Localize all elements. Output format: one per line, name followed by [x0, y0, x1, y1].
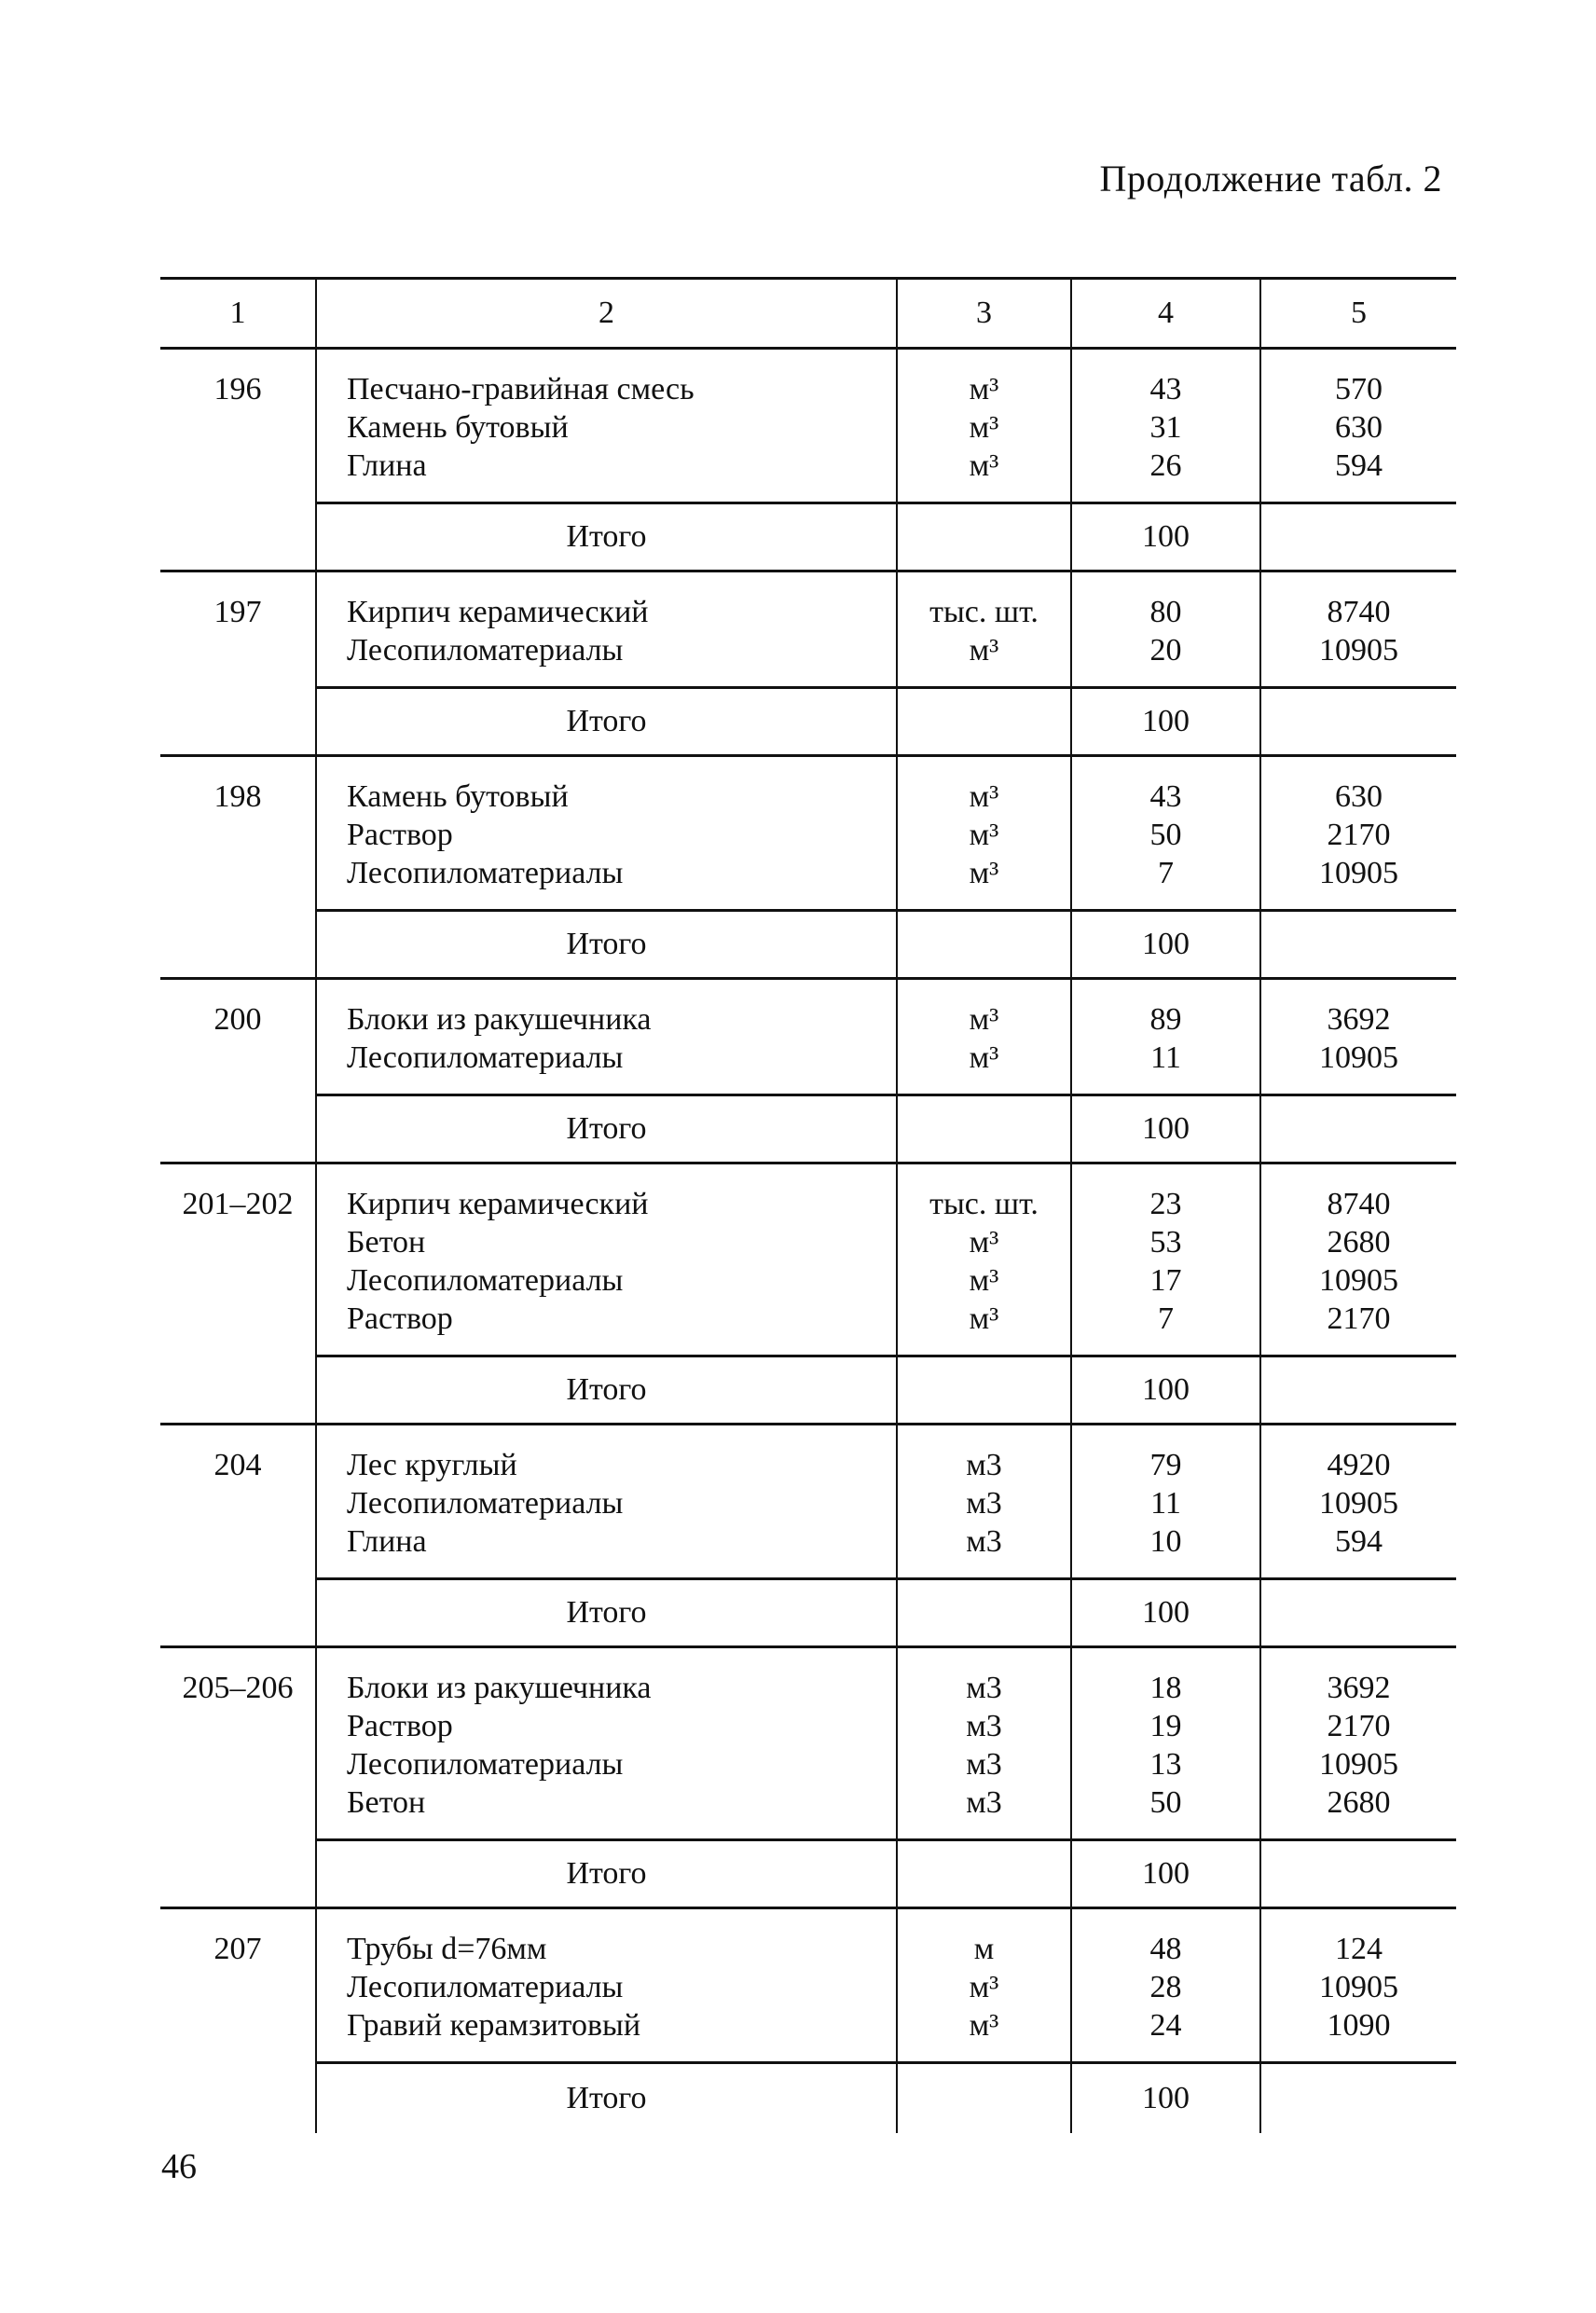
- item-unit: м3: [966, 1785, 1002, 1820]
- total-price-empty: [1260, 911, 1456, 979]
- total-row: [160, 1356, 1456, 1425]
- item-price-column: [1260, 1163, 1456, 1356]
- total-percent: 100: [1071, 1356, 1260, 1425]
- total-row: [160, 1840, 1456, 1908]
- item-unit: м3: [966, 1448, 1002, 1482]
- item-name: Камень бутовый: [347, 410, 569, 445]
- item-unit-column: [897, 1425, 1071, 1579]
- item-price: 8740: [1327, 1187, 1391, 1221]
- item-unit: м³: [969, 1225, 999, 1260]
- item-percent: 79: [1149, 1448, 1182, 1482]
- item-name: Лесопиломатериалы: [347, 1263, 624, 1298]
- column-header: 4: [1071, 279, 1260, 349]
- total-label: Итого: [316, 688, 897, 756]
- item-price-column: [1260, 1908, 1456, 2063]
- item-name-column: [316, 979, 897, 1095]
- item-name-column: [316, 571, 897, 688]
- item-price: 1090: [1327, 2008, 1391, 2043]
- item-price: 630: [1335, 779, 1383, 814]
- item-name: Раствор: [347, 1301, 453, 1336]
- total-price-empty: [1260, 2063, 1456, 2134]
- total-unit-empty: [897, 2063, 1071, 2134]
- total-label: Итого: [316, 1356, 897, 1425]
- group-items-row: [160, 1163, 1456, 1356]
- item-unit: м³: [969, 410, 999, 445]
- header-row: [160, 279, 1456, 349]
- item-name: Раствор: [347, 1709, 453, 1743]
- item-name: Трубы d=76мм: [347, 1932, 547, 1966]
- item-name: Камень бутовый: [347, 779, 569, 814]
- group-number: 204: [160, 1425, 316, 1647]
- item-price-column: [1260, 1425, 1456, 1579]
- item-price-column: [1260, 1647, 1456, 1840]
- item-unit: м³: [969, 1002, 999, 1037]
- total-label: Итого: [316, 2063, 897, 2134]
- item-unit-column: [897, 1163, 1071, 1356]
- total-price-empty: [1260, 503, 1456, 571]
- item-unit: м: [973, 1932, 995, 1966]
- item-unit: м3: [966, 1747, 1002, 1782]
- item-name: Лесопиломатериалы: [347, 633, 624, 668]
- item-name: Бетон: [347, 1785, 426, 1820]
- item-unit: тыс. шт.: [929, 595, 1039, 629]
- group-number: 201–202: [160, 1163, 316, 1425]
- item-percent: 10: [1149, 1524, 1182, 1559]
- item-name-column: [316, 1425, 897, 1579]
- item-name: Раствор: [347, 818, 453, 852]
- item-percent: 53: [1149, 1225, 1182, 1260]
- item-percent: 43: [1149, 779, 1182, 814]
- group-number: 200: [160, 979, 316, 1163]
- item-unit: м³: [969, 1301, 999, 1336]
- group-items-row: [160, 1647, 1456, 1840]
- item-percent: 28: [1149, 1970, 1182, 2004]
- item-unit: м3: [966, 1486, 1002, 1521]
- total-row: [160, 503, 1456, 571]
- item-name: Лесопиломатериалы: [347, 1040, 624, 1075]
- item-name-column: [316, 756, 897, 911]
- total-unit-empty: [897, 1356, 1071, 1425]
- item-price: 2170: [1327, 1709, 1391, 1743]
- group-number: 207: [213, 1932, 262, 1966]
- total-percent: 100: [1071, 2063, 1260, 2134]
- total-price-empty: [1260, 1579, 1456, 1647]
- group-items-row: [160, 571, 1456, 688]
- item-price: 10905: [1319, 1747, 1398, 1782]
- total-price-empty: [1260, 1840, 1456, 1908]
- item-price: 594: [1335, 448, 1383, 483]
- item-unit: м³: [969, 633, 999, 668]
- item-price: 594: [1335, 1524, 1383, 1559]
- item-name: Песчано-гравийная смесь: [347, 372, 695, 406]
- item-name: Лесопиломатериалы: [347, 856, 624, 890]
- total-label: Итого: [316, 1840, 897, 1908]
- group-items-row: [160, 979, 1456, 1095]
- item-name: Лесопиломатериалы: [347, 1747, 624, 1782]
- item-percent: 17: [1149, 1263, 1182, 1298]
- total-percent: 100: [1071, 1579, 1260, 1647]
- total-label: Итого: [316, 1579, 897, 1647]
- item-percent-column: [1071, 571, 1260, 688]
- item-percent: 11: [1150, 1486, 1181, 1521]
- item-price: 3692: [1327, 1671, 1391, 1705]
- total-price-empty: [1260, 1095, 1456, 1163]
- item-price: 2680: [1327, 1225, 1391, 1260]
- item-percent-column: [1071, 1163, 1260, 1356]
- item-price: 3692: [1327, 1002, 1391, 1037]
- item-unit-column: [897, 349, 1071, 503]
- item-price: 2170: [1327, 1301, 1391, 1336]
- item-price: 10905: [1319, 1486, 1398, 1521]
- item-unit: м³: [969, 1263, 999, 1298]
- total-percent: 100: [1071, 688, 1260, 756]
- total-unit-empty: [897, 1579, 1071, 1647]
- item-unit: м³: [969, 779, 999, 814]
- item-name: Лес круглый: [347, 1448, 517, 1482]
- total-percent: 100: [1071, 1095, 1260, 1163]
- item-unit-column: [897, 1647, 1071, 1840]
- total-percent: 100: [1071, 1840, 1260, 1908]
- item-unit: м³: [969, 856, 999, 890]
- item-unit: м³: [969, 2008, 999, 2043]
- item-name: Глина: [347, 1524, 427, 1559]
- total-row: [160, 911, 1456, 979]
- item-name: Глина: [347, 448, 427, 483]
- item-price: 124: [1335, 1932, 1383, 1966]
- item-percent: 50: [1149, 818, 1182, 852]
- item-unit: м³: [969, 1040, 999, 1075]
- total-unit-empty: [897, 503, 1071, 571]
- item-percent-column: [1071, 756, 1260, 911]
- item-name-column: [316, 349, 897, 503]
- item-percent: 48: [1149, 1932, 1182, 1966]
- item-percent: 89: [1149, 1002, 1182, 1037]
- item-unit: м³: [969, 818, 999, 852]
- item-name: Гравий керамзитовый: [347, 2008, 641, 2043]
- item-percent: 7: [1158, 1301, 1174, 1336]
- item-percent-column: [1071, 979, 1260, 1095]
- item-name: Блоки из ракушечника: [347, 1671, 652, 1705]
- total-row: [160, 2063, 1456, 2134]
- item-percent: 11: [1150, 1040, 1181, 1075]
- item-percent: 23: [1149, 1187, 1182, 1221]
- column-header: 1: [160, 279, 316, 349]
- item-unit: м³: [969, 1970, 999, 2004]
- total-percent: 100: [1071, 503, 1260, 571]
- item-percent: 31: [1149, 410, 1182, 445]
- table-body: [160, 349, 1456, 2134]
- item-price-column: [1260, 756, 1456, 911]
- group-number: 205–206: [160, 1647, 316, 1908]
- item-name: Кирпич керамический: [347, 1187, 649, 1221]
- item-percent-column: [1071, 1647, 1260, 1840]
- materials-table: [160, 277, 1456, 2133]
- item-name-column: [316, 1908, 897, 2063]
- item-price: 10905: [1319, 1040, 1398, 1075]
- item-price: 10905: [1319, 1970, 1398, 2004]
- item-percent-column: [1071, 349, 1260, 503]
- total-label: Итого: [316, 1095, 897, 1163]
- page-number: 46: [161, 2147, 197, 2186]
- item-price: 630: [1335, 410, 1383, 445]
- total-unit-empty: [897, 1840, 1071, 1908]
- item-name-column: [316, 1163, 897, 1356]
- item-percent-column: [1071, 1425, 1260, 1579]
- column-header: 2: [316, 279, 897, 349]
- item-unit: м³: [969, 372, 999, 406]
- item-percent: 19: [1149, 1709, 1182, 1743]
- item-price: 10905: [1319, 1263, 1398, 1298]
- total-unit-empty: [897, 911, 1071, 979]
- item-price: 8740: [1327, 595, 1391, 629]
- item-name: Лесопиломатериалы: [347, 1486, 624, 1521]
- item-name: Лесопиломатериалы: [347, 1970, 624, 2004]
- column-header: 5: [1260, 279, 1456, 349]
- total-unit-empty: [897, 1095, 1071, 1163]
- item-unit-column: [897, 571, 1071, 688]
- total-price-empty: [1260, 688, 1456, 756]
- total-row: [160, 688, 1456, 756]
- item-unit: м³: [969, 448, 999, 483]
- total-label: Итого: [316, 911, 897, 979]
- item-price: 2680: [1327, 1785, 1391, 1820]
- group-items-row: [160, 349, 1456, 503]
- item-percent: 24: [1149, 2008, 1182, 2043]
- total-row: [160, 1095, 1456, 1163]
- item-percent: 7: [1158, 856, 1174, 890]
- item-unit-column: [897, 979, 1071, 1095]
- item-name: Блоки из ракушечника: [347, 1002, 652, 1037]
- total-price-empty: [1260, 1356, 1456, 1425]
- item-price: 10905: [1319, 856, 1398, 890]
- group-number: 198: [160, 756, 316, 979]
- item-percent: 13: [1149, 1747, 1182, 1782]
- item-name-column: [316, 1647, 897, 1840]
- group-items-row: [160, 1425, 1456, 1579]
- item-price: 2170: [1327, 818, 1391, 852]
- item-percent: 50: [1149, 1785, 1182, 1820]
- group-items-row: [160, 1908, 1456, 2063]
- item-price-column: [1260, 571, 1456, 688]
- total-unit-empty: [897, 688, 1071, 756]
- item-unit: м3: [966, 1524, 1002, 1559]
- item-unit: м3: [966, 1709, 1002, 1743]
- total-label: Итого: [316, 503, 897, 571]
- item-percent-column: [1071, 1908, 1260, 2063]
- item-unit: тыс. шт.: [929, 1187, 1039, 1221]
- item-price: 10905: [1319, 633, 1398, 668]
- item-percent: 18: [1149, 1671, 1182, 1705]
- item-price: 570: [1335, 372, 1383, 406]
- item-unit-column: [897, 756, 1071, 911]
- item-unit: м3: [966, 1671, 1002, 1705]
- item-name: Кирпич керамический: [347, 595, 649, 629]
- item-price-column: [1260, 349, 1456, 503]
- item-unit-column: [897, 1908, 1071, 2063]
- item-name: Бетон: [347, 1225, 426, 1260]
- group-items-row: [160, 756, 1456, 911]
- total-row: [160, 1579, 1456, 1647]
- column-header: 3: [897, 279, 1071, 349]
- item-percent: 43: [1149, 372, 1182, 406]
- table-caption: Продолжение табл. 2: [1099, 158, 1442, 200]
- item-percent: 80: [1149, 595, 1182, 629]
- group-number: 196: [160, 349, 316, 571]
- item-percent: 20: [1149, 633, 1182, 668]
- item-price: 4920: [1327, 1448, 1391, 1482]
- group-number: 197: [160, 571, 316, 756]
- item-percent: 26: [1149, 448, 1182, 483]
- total-percent: 100: [1071, 911, 1260, 979]
- item-price-column: [1260, 979, 1456, 1095]
